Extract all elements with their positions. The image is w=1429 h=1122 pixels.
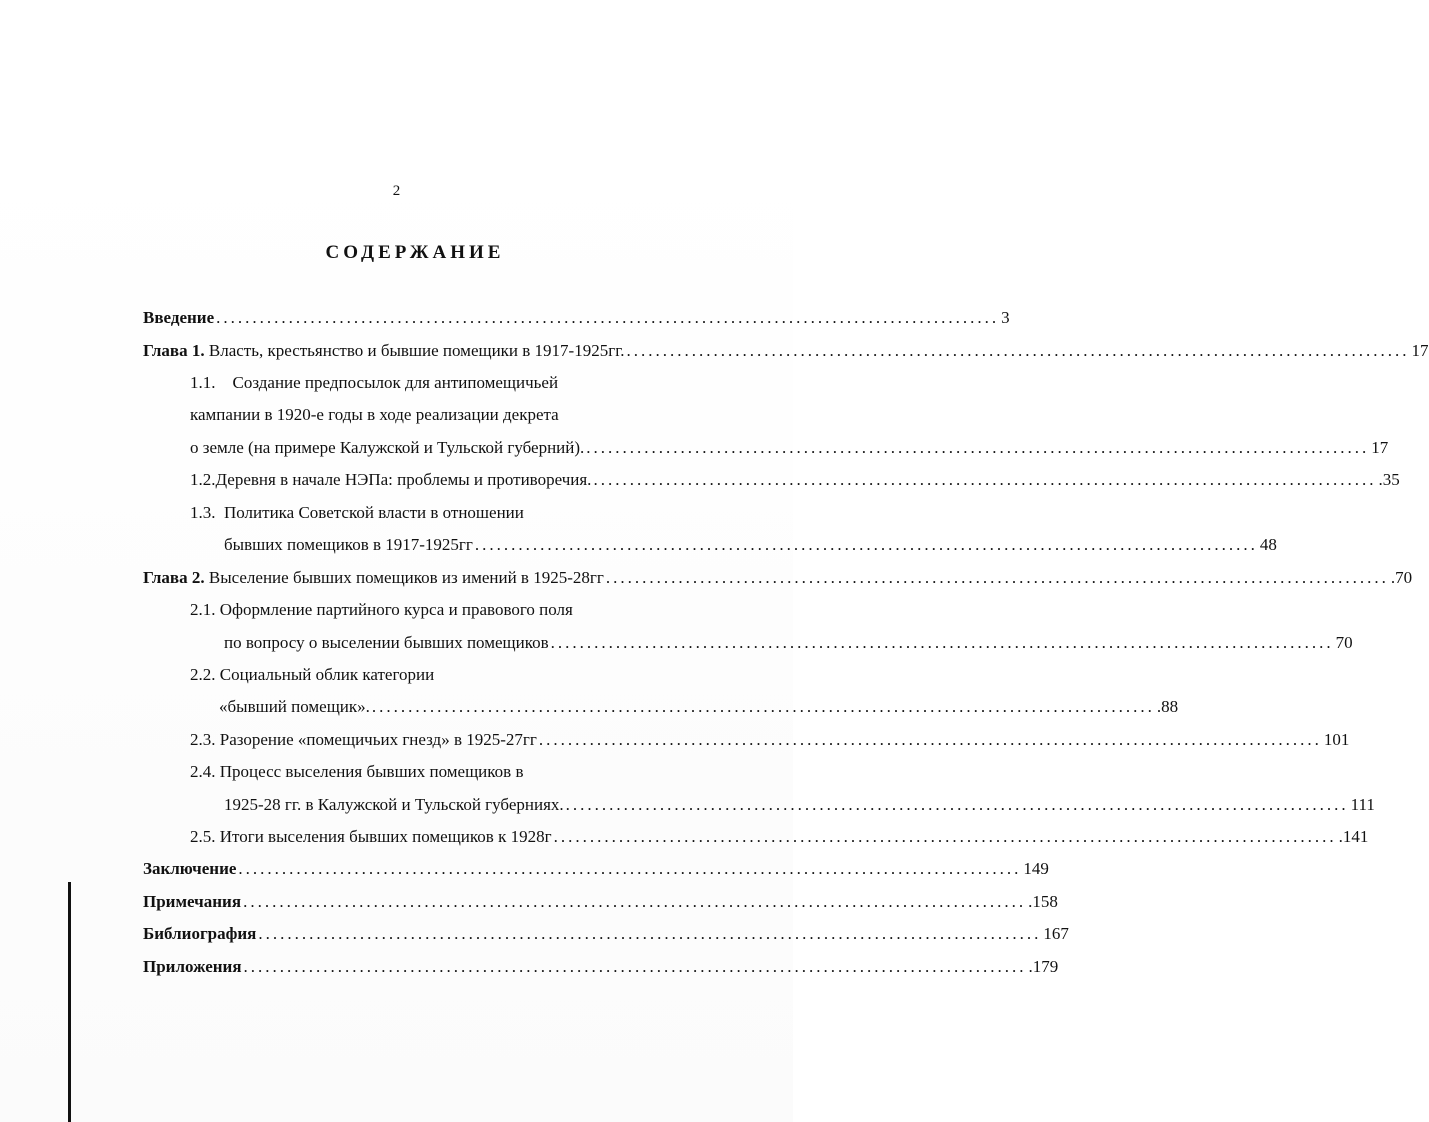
toc-entry-text: 2.2. Социальный облик категории (190, 665, 435, 684)
toc-entry-2-5 (190, 827, 1369, 851)
toc-entry-heading: Приложения (143, 957, 242, 976)
page-number: 2 (392, 183, 401, 199)
toc-entry-text: 2.1. Оформление партийного курса и правового поля (190, 600, 573, 619)
toc-entry-heading: Примечания (143, 892, 242, 911)
toc-entry-page: .35 (1378, 470, 1400, 489)
toc-entry-2-4-line2 (224, 795, 1375, 819)
dot-leader: ............................................................................................................ (216, 308, 1000, 327)
toc-entry-page: 3 (1001, 308, 1010, 327)
dot-leader: ............................................................................................................ (243, 957, 1027, 976)
toc-entry-page: 167 (1043, 924, 1069, 943)
toc-entry-text: 2.4. Процесс выселения бывших помещиков в (190, 762, 524, 781)
toc-entry-page: 17 (1371, 438, 1389, 457)
toc-entry-page: 149 (1023, 859, 1049, 878)
toc-entry-text: Выселение бывших помещиков из имений в 1925-28гг (204, 568, 604, 587)
dot-leader: ............................................................................................................ (238, 859, 1022, 878)
toc-entry-1-2 (190, 470, 1400, 494)
dot-leader: ............................................................................................................ (553, 827, 1337, 846)
toc-entry-page: .141 (1338, 827, 1369, 846)
toc-entry-text: бывших помещиков в 1917-1925гг (224, 535, 473, 554)
toc-entry-text: кампании в 1920-е годы в ходе реализации декрета (190, 405, 559, 424)
toc-entry-text: «бывший помещик». (219, 697, 370, 716)
dot-leader: ............................................................................................................ (586, 438, 1370, 457)
toc-entry-1-1-line3 (190, 438, 1389, 462)
toc-entry-appendices (143, 957, 1059, 981)
toc-entry-text: Власть, крестьянство и бывшие помещики в 1917-1925гг. (204, 341, 625, 360)
toc-entry-2-1-line2 (224, 633, 1353, 657)
toc-entry-page: 48 (1259, 535, 1277, 554)
toc-entry-bibliography (143, 924, 1069, 948)
toc-entry-page: 101 (1323, 730, 1350, 749)
toc-entry-text: 1.1. Создание предпосылок для антипомещичьей (190, 373, 559, 392)
toc-entry-introduction (143, 308, 1010, 332)
toc-entry-2-2-line2 (219, 697, 1179, 721)
toc-entry-text: 2.5. Итоги выселения бывших помещиков к 1928г (190, 827, 552, 846)
dot-leader: ............................................................................................................ (258, 924, 1042, 943)
toc-entry-text: 2.3. Разорение «помещичьих гнезд» в 1925-27гг (190, 730, 537, 749)
dot-leader: ............................................................................................................ (474, 535, 1258, 554)
toc-entry-page: .88 (1156, 697, 1179, 716)
toc-entry-text: 1.2.Деревня в начале НЭПа: проблемы и противоречия. (190, 470, 592, 489)
toc-entry-page: 70 (1335, 633, 1353, 652)
toc-entry-2-3 (190, 730, 1350, 754)
dot-leader: ............................................................................................................ (538, 730, 1322, 749)
toc-entry-page: .158 (1028, 892, 1058, 911)
toc-entry-2-1-line1 (190, 600, 722, 624)
toc-entry-heading: Введение (143, 308, 215, 327)
toc-entry-heading: Библиография (143, 924, 257, 943)
toc-entry-text: 1.3. Политика Советской власти в отношении (190, 503, 524, 522)
toc-entry-heading: Заключение (143, 859, 237, 878)
dot-leader: ............................................................................................................ (371, 697, 1155, 716)
dot-leader: ............................................................................................................ (565, 795, 1349, 814)
toc-entry-text: по вопросу о выселении бывших помещиков (224, 633, 549, 652)
toc-entry-text: о земле (на примере Калужской и Тульской губерний). (190, 438, 585, 457)
toc-entry-page: .179 (1028, 957, 1059, 976)
toc-entry-1-1-line2 (190, 405, 722, 429)
toc-entry-1-3-line2 (224, 535, 1277, 559)
toc-entry-heading: Глава 1. (143, 341, 205, 360)
dot-leader: ............................................................................................................ (593, 470, 1377, 489)
scan-margin-line (68, 882, 71, 1122)
toc-entry-2-2-line1 (190, 665, 722, 689)
toc-entry-chapter-2 (143, 568, 1413, 592)
toc-entry-text: 1925-28 гг. в Калужской и Тульской губерниях. (224, 795, 564, 814)
toc-entry-page: .70 (1390, 568, 1413, 587)
page-title: СОДЕРЖАНИЕ (325, 242, 505, 263)
toc-entry-heading: Глава 2. (143, 568, 205, 587)
dot-leader: ............................................................................................................ (605, 568, 1389, 587)
dot-leader: ............................................................................................................ (626, 341, 1410, 360)
dot-leader: ............................................................................................................ (243, 892, 1027, 911)
toc-entry-1-1-line1 (190, 373, 722, 397)
toc-entry-chapter-1 (143, 341, 1429, 365)
toc-entry-2-4-line1 (190, 762, 722, 786)
dot-leader: ............................................................................................................ (550, 633, 1334, 652)
toc-entry-1-3-line1 (190, 503, 722, 527)
toc-entry-conclusion (143, 859, 1049, 883)
toc-entry-page: 17 (1411, 341, 1429, 360)
toc-entry-notes (143, 892, 1058, 916)
toc-entry-page: 111 (1350, 795, 1375, 814)
